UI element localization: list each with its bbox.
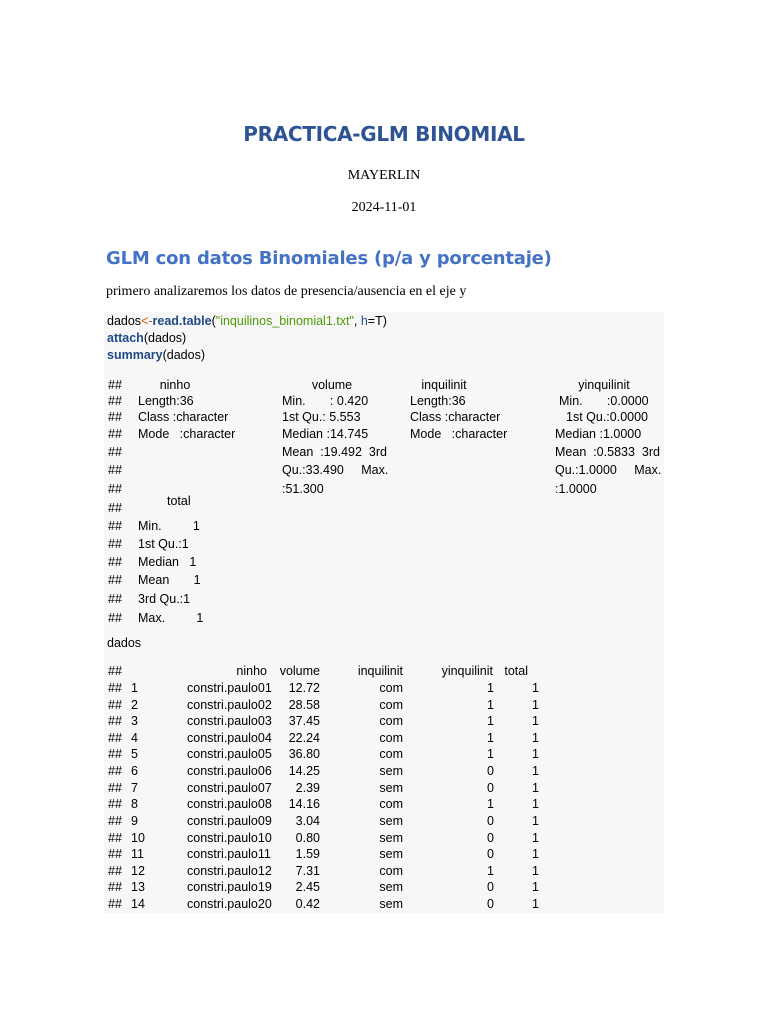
- summary-yinquilinit-stat: Min. :0.0000: [559, 394, 649, 408]
- code-sep: ,: [353, 314, 361, 328]
- table-cell-yinquilinit: 1: [487, 863, 494, 878]
- table-row-index: 10: [131, 830, 145, 845]
- table-cell-volume: 14.25: [288, 764, 320, 779]
- table-row-prefix: ##: [108, 847, 122, 862]
- summary-prefix: ##: [108, 394, 122, 408]
- summary-total-stat: Max. 1: [138, 611, 204, 625]
- table-cell-ninho: constri.paulo19: [187, 880, 272, 895]
- summary-prefix: ##: [108, 378, 122, 392]
- table-header-total: total: [504, 664, 528, 678]
- table-cell-volume: 12.72: [288, 681, 320, 695]
- table-cell-yinquilinit: 1: [487, 797, 494, 812]
- table-row-prefix: ##: [108, 697, 122, 712]
- code-fn-attach: attach: [107, 331, 144, 345]
- table-row-prefix: ##: [108, 830, 122, 845]
- summary-header-volume: volume: [311, 378, 353, 392]
- table-row-prefix: ##: [108, 764, 122, 779]
- summary-volume-stat: Mean :19.492 3rd: [282, 445, 387, 459]
- table-cell-yinquilinit: 0: [487, 897, 494, 912]
- table-row-prefix: ##: [108, 681, 122, 695]
- summary-prefix: ##: [108, 445, 122, 459]
- table-cell-ninho: constri.paulo08: [187, 797, 272, 812]
- document-author: MAYERLIN: [347, 168, 421, 183]
- summary-prefix: ##: [108, 427, 122, 441]
- table-cell-yinquilinit: 0: [487, 830, 494, 845]
- code-line-dados: dados: [107, 636, 142, 650]
- table-row-prefix: ##: [108, 813, 122, 828]
- table-cell-yinquilinit: 0: [487, 764, 494, 779]
- code-arg: h: [360, 314, 368, 328]
- summary-total-stat: Min. 1: [138, 519, 200, 533]
- table-cell-ninho: constri.paulo09: [187, 813, 272, 828]
- section-heading: GLM con datos Binomiales (p/a y porcentaje): [106, 248, 552, 269]
- table-row-index: 9: [131, 813, 138, 828]
- summary-prefix: ##: [108, 519, 122, 533]
- code-fn-summary: summary: [107, 348, 163, 362]
- table-cell-total: 1: [532, 863, 539, 878]
- table-cell-total: 1: [532, 847, 539, 862]
- table-cell-volume: 0.80: [295, 830, 320, 845]
- summary-prefix: ##: [108, 482, 122, 496]
- table-cell-ninho: constri.paulo11: [187, 847, 271, 862]
- table-row-index: 5: [131, 747, 138, 762]
- table-cell-total: 1: [532, 780, 539, 795]
- summary-yinquilinit-stat: Qu.:1.0000 Max.: [555, 463, 662, 477]
- summary-header-ninho: ninho: [159, 378, 191, 392]
- table-cell-ninho: constri.paulo12: [187, 863, 272, 878]
- table-header-prefix: ##: [108, 664, 122, 678]
- summary-prefix: ##: [108, 537, 122, 551]
- table-header-volume: volume: [279, 664, 320, 678]
- table-cell-inquilinit: sem: [379, 813, 403, 828]
- table-cell-inquilinit: com: [379, 714, 403, 729]
- table-cell-volume: 22.24: [288, 730, 320, 745]
- table-row-prefix: ##: [108, 897, 122, 912]
- intro-paragraph: primero analizaremos los datos de presencia/ausencia en el eje y: [106, 284, 467, 299]
- code-rest: (dados): [143, 331, 187, 345]
- summary-volume-stat: Median :14.745: [282, 427, 369, 441]
- table-cell-inquilinit: sem: [379, 847, 403, 862]
- table-cell-yinquilinit: 0: [487, 780, 494, 795]
- summary-prefix: ##: [108, 501, 122, 515]
- summary-volume-stat: :51.300: [282, 482, 324, 496]
- table-cell-ninho: constri.paulo10: [187, 830, 272, 845]
- table-row-index: 7: [131, 780, 138, 795]
- table-row-index: 14: [131, 897, 145, 912]
- summary-ninho-stat: Class :character: [138, 410, 229, 424]
- table-cell-inquilinit: com: [379, 863, 403, 878]
- table-cell-yinquilinit: 1: [487, 747, 494, 762]
- summary-yinquilinit-stat: 1st Qu.:0.0000: [566, 410, 649, 424]
- table-cell-yinquilinit: 0: [487, 847, 494, 862]
- summary-prefix: ##: [108, 463, 122, 477]
- table-row-index: 1: [131, 681, 138, 695]
- table-cell-yinquilinit: 1: [487, 681, 494, 695]
- summary-inquilinit-stat: Length:36: [410, 394, 466, 408]
- summary-header-total: total: [167, 494, 191, 508]
- code-line-read-table: [107, 315, 387, 328]
- summary-volume-stat: Qu.:33.490 Max.: [282, 463, 389, 477]
- table-cell-total: 1: [532, 880, 539, 895]
- summary-header-yinquilinit: yinquilinit: [578, 378, 630, 392]
- table-row-prefix: ##: [108, 747, 122, 762]
- table-cell-volume: 2.45: [295, 880, 320, 895]
- table-row-index: 11: [131, 847, 144, 862]
- table-row-index: 4: [131, 730, 138, 745]
- table-cell-inquilinit: sem: [379, 880, 403, 895]
- table-cell-inquilinit: com: [379, 697, 403, 712]
- table-header-inquilinit: inquilinit: [357, 664, 403, 678]
- table-row-prefix: ##: [108, 863, 122, 878]
- table-cell-yinquilinit: 1: [487, 730, 494, 745]
- table-cell-inquilinit: sem: [379, 897, 403, 912]
- document-date: 2024-11-01: [351, 200, 417, 215]
- summary-yinquilinit-stat: Mean :0.5833 3rd: [555, 445, 660, 459]
- summary-inquilinit-stat: Mode :character: [410, 427, 508, 441]
- table-cell-total: 1: [532, 897, 539, 912]
- code-line-attach: [107, 332, 186, 345]
- table-row-prefix: ##: [108, 797, 122, 812]
- table-cell-inquilinit: sem: [379, 780, 403, 795]
- table-cell-yinquilinit: 0: [487, 813, 494, 828]
- summary-prefix: ##: [108, 573, 122, 587]
- table-cell-total: 1: [532, 764, 539, 779]
- table-cell-inquilinit: com: [379, 730, 403, 745]
- code-var: dados: [107, 314, 142, 328]
- summary-volume-stat: Min. : 0.420: [282, 394, 369, 408]
- table-cell-ninho: constri.paulo05: [187, 747, 272, 762]
- table-cell-total: 1: [532, 697, 539, 712]
- table-cell-volume: 0.42: [295, 897, 320, 912]
- code-line-summary: [107, 349, 205, 362]
- summary-header-inquilinit: inquilinit: [421, 378, 467, 392]
- table-cell-ninho: constri.paulo06: [187, 764, 272, 779]
- table-cell-total: 1: [532, 747, 539, 762]
- code-string: "inquilinos_binomial1.txt": [215, 314, 354, 328]
- table-row-prefix: ##: [108, 880, 122, 895]
- table-cell-total: 1: [532, 714, 539, 729]
- table-cell-inquilinit: sem: [379, 830, 403, 845]
- table-row-index: 6: [131, 764, 138, 779]
- table-cell-ninho: constri.paulo01: [187, 681, 272, 695]
- table-cell-total: 1: [532, 730, 539, 745]
- table-cell-yinquilinit: 1: [487, 697, 494, 712]
- table-header-yinquilinit: yinquilinit: [441, 664, 493, 678]
- table-cell-volume: 1.59: [295, 847, 320, 862]
- summary-ninho-stat: Mode :character: [138, 427, 236, 441]
- table-cell-ninho: constri.paulo07: [187, 780, 272, 795]
- code-assign-op: <-: [141, 314, 153, 328]
- summary-prefix: ##: [108, 611, 122, 625]
- table-cell-total: 1: [532, 830, 539, 845]
- code-rest: (dados): [162, 348, 205, 362]
- table-cell-volume: 14.16: [288, 797, 320, 812]
- table-cell-yinquilinit: 1: [487, 714, 494, 729]
- table-row-index: 8: [131, 797, 138, 812]
- table-cell-volume: 7.31: [295, 863, 320, 878]
- summary-yinquilinit-stat: :1.0000: [555, 482, 597, 496]
- table-cell-inquilinit: com: [379, 797, 403, 812]
- table-row-prefix: ##: [108, 730, 122, 745]
- document-title: PRACTICA-GLM BINOMIAL: [243, 122, 525, 146]
- table-cell-ninho: constri.paulo03: [187, 714, 272, 729]
- table-cell-volume: 2.39: [295, 780, 320, 795]
- table-cell-yinquilinit: 0: [487, 880, 494, 895]
- table-header-ninho: ninho: [236, 664, 267, 678]
- table-row-index: 2: [131, 697, 138, 712]
- summary-volume-stat: 1st Qu.: 5.553: [282, 410, 361, 424]
- table-row-prefix: ##: [108, 714, 122, 729]
- table-cell-ninho: constri.paulo20: [187, 897, 272, 912]
- table-cell-total: 1: [532, 813, 539, 828]
- code-fn-read-table: read.table: [152, 314, 212, 328]
- table-cell-volume: 28.58: [288, 697, 320, 712]
- summary-total-stat: 3rd Qu.:1: [138, 592, 191, 606]
- summary-yinquilinit-stat: Median :1.0000: [555, 427, 642, 441]
- table-cell-volume: 3.04: [295, 813, 320, 828]
- table-cell-ninho: constri.paulo04: [187, 730, 272, 745]
- table-cell-inquilinit: sem: [379, 764, 403, 779]
- table-cell-volume: 37.45: [288, 714, 320, 729]
- table-cell-volume: 36.80: [288, 747, 320, 762]
- code-paren: (: [211, 314, 216, 328]
- summary-total-stat: 1st Qu.:1: [138, 537, 189, 551]
- table-row-index: 3: [131, 714, 138, 729]
- summary-inquilinit-stat: Class :character: [410, 410, 501, 424]
- table-cell-total: 1: [532, 797, 539, 812]
- table-cell-ninho: constri.paulo02: [187, 697, 272, 712]
- table-cell-inquilinit: com: [379, 747, 403, 762]
- table-row-prefix: ##: [108, 780, 122, 795]
- summary-prefix: ##: [108, 592, 122, 606]
- table-row-index: 13: [131, 880, 145, 895]
- table-row-index: 12: [131, 863, 145, 878]
- summary-prefix: ##: [108, 410, 122, 424]
- summary-prefix: ##: [108, 555, 122, 569]
- summary-ninho-stat: Length:36: [138, 394, 194, 408]
- summary-total-stat: Median 1: [138, 555, 197, 569]
- summary-total-stat: Mean 1: [138, 573, 201, 587]
- table-cell-inquilinit: com: [379, 681, 403, 695]
- code-rest: =T): [367, 314, 387, 328]
- table-cell-total: 1: [532, 681, 539, 695]
